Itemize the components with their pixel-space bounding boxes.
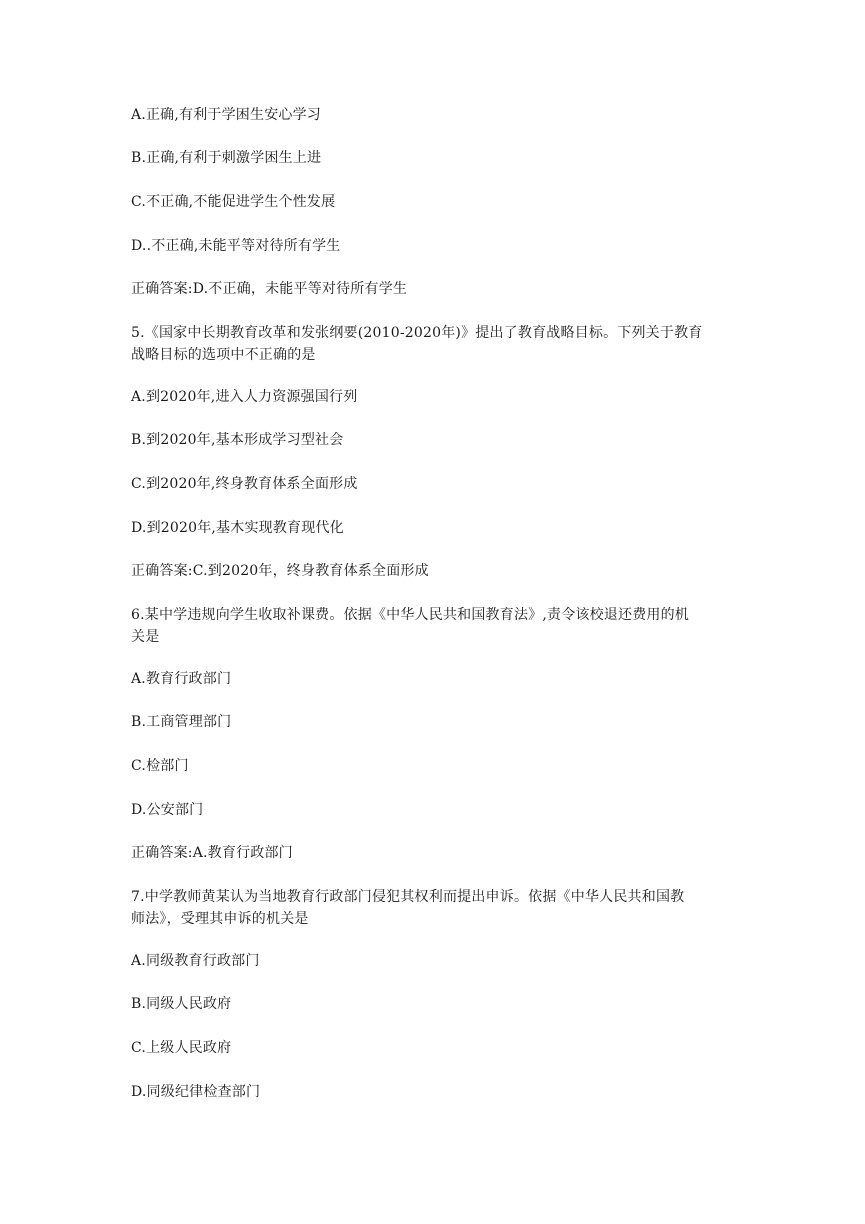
q7-option-d: D.同级纪律检查部门: [131, 1084, 261, 1100]
q7-question-line2: 师法》，受理其申诉的机关是: [131, 911, 309, 927]
q4-answer: 正确答案:D.不正确，未能平等对待所有学生: [131, 281, 408, 297]
q5-option-a: A.到2020年,进入人力资源强国行列: [131, 389, 358, 405]
q5-answer: 正确答案:C.到2020年，终身教育体系全面形成: [131, 563, 429, 579]
q5-question-line2: 战略目标的选项中不正确的是: [131, 347, 316, 363]
q4-option-d: D..不正确,未能平等对待所有学生: [131, 238, 341, 254]
q4-option-b: B.正确,有利于刺激学困生上进: [131, 150, 322, 166]
q5-option-c: C.到2020年,终身教育体系全面形成: [131, 476, 358, 492]
q7-option-c: C.上级人民政府: [131, 1040, 232, 1056]
q7-question-line1: 7.中学教师黄某认为当地教育行政部门侵犯其权利而提出申诉。依据《中华人民共和国教: [131, 889, 685, 905]
q7-option-b: B.同级人民政府: [131, 996, 232, 1012]
q5-option-b: B.到2020年,基本形成学习型社会: [131, 432, 344, 448]
q6-option-b: B.工商管理部门: [131, 714, 232, 730]
q6-option-c: C.检部门: [131, 758, 189, 774]
q6-question-line1: 6.某中学违规向学生收取补课费。依据《中华人民共和国教育法》,责令该校退还费用的机: [131, 607, 690, 623]
q6-option-a: A.教育行政部门: [131, 671, 232, 687]
q4-option-c: C.不正确,不能促进学生个性发展: [131, 194, 336, 210]
q6-option-d: D.公安部门: [131, 802, 204, 818]
q5-question-line1: 5.《国家中长期教育改革和发张纲要(2010-2020年)》提出了教育战略目标。下列关于教育: [131, 325, 703, 341]
q5-option-d: D.到2020年,基木实现教育现代化: [131, 520, 344, 536]
q6-question-line2: 关是: [131, 629, 160, 645]
q7-option-a: A.同级教育行政部门: [131, 953, 260, 969]
q6-answer: 正确答案:A.教育行政部门: [131, 845, 293, 861]
q4-option-a: A.正确,有利于学困生安心学习: [131, 107, 322, 123]
